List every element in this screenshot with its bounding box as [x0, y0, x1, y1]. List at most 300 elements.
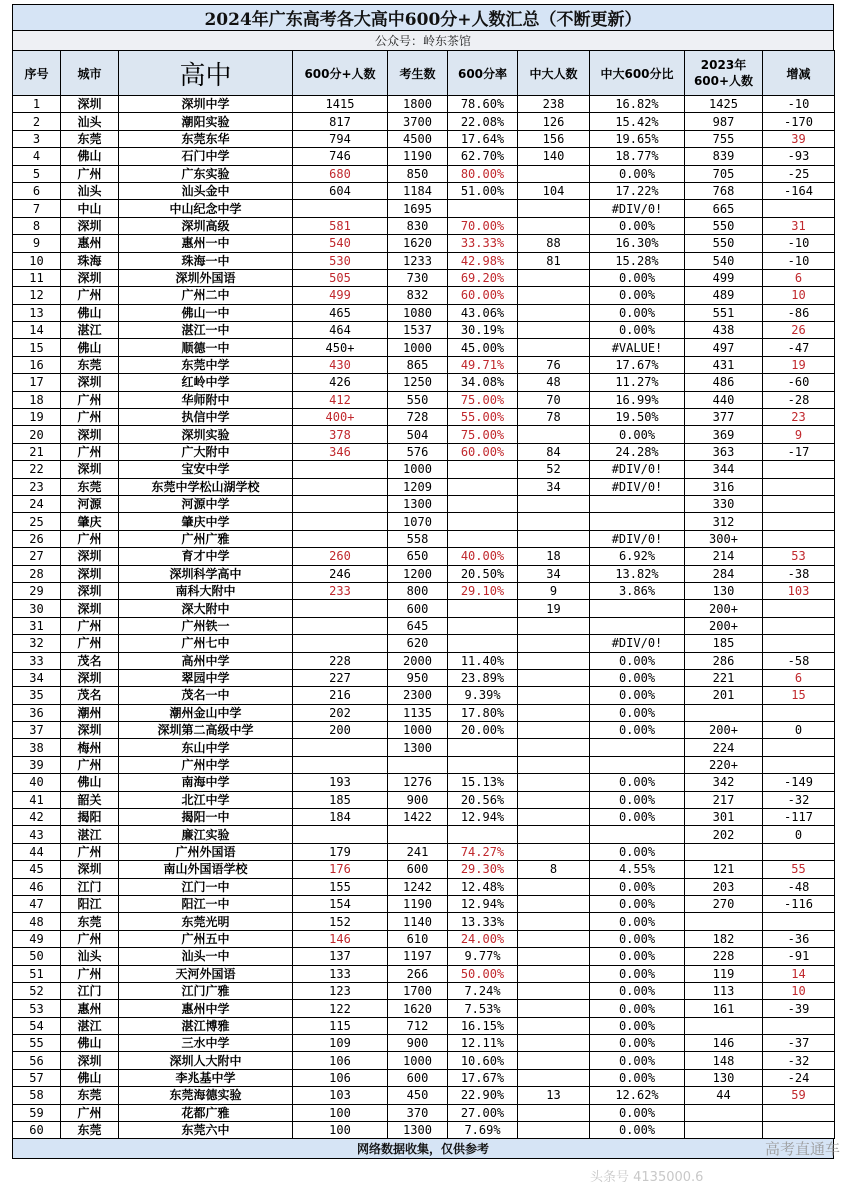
cell-examinees[interactable]: 558: [388, 530, 448, 547]
cell-city[interactable]: 梅州: [61, 739, 119, 756]
cell-city[interactable]: 河源: [61, 495, 119, 512]
cell-school[interactable]: 广州二中: [119, 287, 293, 304]
header-2023-count[interactable]: 2023年 600+人数: [685, 51, 763, 96]
cell-2023-count[interactable]: 369: [685, 426, 763, 443]
cell-change[interactable]: [763, 200, 835, 217]
cell-600-count[interactable]: 100: [293, 1122, 388, 1139]
cell-examinees[interactable]: 1000: [388, 1052, 448, 1069]
cell-600-count[interactable]: 746: [293, 148, 388, 165]
cell-change[interactable]: 15: [763, 687, 835, 704]
cell-school[interactable]: 花都广雅: [119, 1104, 293, 1121]
cell-city[interactable]: 广州: [61, 965, 119, 982]
cell-sysu-ratio[interactable]: 12.62%: [590, 1087, 685, 1104]
cell-school[interactable]: 广东实验: [119, 165, 293, 182]
cell-examinees[interactable]: 450: [388, 1087, 448, 1104]
cell-sysu-ratio[interactable]: 0.00%: [590, 1104, 685, 1121]
cell-600-rate[interactable]: 42.98%: [448, 252, 518, 269]
cell-sysu-count[interactable]: 18: [518, 548, 590, 565]
header-change[interactable]: 增减: [763, 51, 835, 96]
cell-sysu-ratio[interactable]: 0.00%: [590, 791, 685, 808]
cell-sysu-ratio[interactable]: 16.82%: [590, 96, 685, 113]
cell-sysu-ratio[interactable]: 0.00%: [590, 217, 685, 234]
cell-sysu-count[interactable]: [518, 269, 590, 286]
cell-600-count[interactable]: [293, 513, 388, 530]
cell-2023-count[interactable]: 551: [685, 304, 763, 321]
cell-sysu-count[interactable]: [518, 669, 590, 686]
cell-change[interactable]: [763, 600, 835, 617]
cell-sysu-count[interactable]: 81: [518, 252, 590, 269]
cell-change[interactable]: 55: [763, 861, 835, 878]
cell-city[interactable]: 广州: [61, 530, 119, 547]
cell-sysu-ratio[interactable]: 0.00%: [590, 687, 685, 704]
cell-sysu-ratio[interactable]: 19.50%: [590, 409, 685, 426]
cell-index[interactable]: 55: [13, 1035, 61, 1052]
cell-school[interactable]: 育才中学: [119, 548, 293, 565]
cell-change[interactable]: -149: [763, 774, 835, 791]
cell-sysu-count[interactable]: 84: [518, 443, 590, 460]
cell-sysu-count[interactable]: 52: [518, 461, 590, 478]
cell-600-rate[interactable]: 34.08%: [448, 374, 518, 391]
cell-city[interactable]: 潮州: [61, 704, 119, 721]
cell-sysu-count[interactable]: [518, 165, 590, 182]
cell-city[interactable]: 深圳: [61, 861, 119, 878]
cell-school[interactable]: 深圳高级: [119, 217, 293, 234]
cell-600-count[interactable]: [293, 739, 388, 756]
cell-sysu-ratio[interactable]: #DIV/0!: [590, 200, 685, 217]
cell-600-count[interactable]: 465: [293, 304, 388, 321]
cell-600-rate[interactable]: [448, 600, 518, 617]
cell-school[interactable]: 中山纪念中学: [119, 200, 293, 217]
cell-2023-count[interactable]: 755: [685, 130, 763, 147]
cell-index[interactable]: 10: [13, 252, 61, 269]
cell-600-count[interactable]: 228: [293, 652, 388, 669]
cell-2023-count[interactable]: 540: [685, 252, 763, 269]
cell-600-count[interactable]: 499: [293, 287, 388, 304]
cell-sysu-ratio[interactable]: 0.00%: [590, 965, 685, 982]
cell-change[interactable]: 53: [763, 548, 835, 565]
cell-sysu-count[interactable]: 104: [518, 182, 590, 199]
cell-examinees[interactable]: 576: [388, 443, 448, 460]
cell-change[interactable]: -10: [763, 96, 835, 113]
cell-index[interactable]: 44: [13, 843, 61, 860]
cell-city[interactable]: 东莞: [61, 478, 119, 495]
cell-2023-count[interactable]: 284: [685, 565, 763, 582]
cell-sysu-count[interactable]: [518, 635, 590, 652]
cell-2023-count[interactable]: 203: [685, 878, 763, 895]
cell-school[interactable]: 江门广雅: [119, 982, 293, 999]
cell-examinees[interactable]: 728: [388, 409, 448, 426]
cell-sysu-count[interactable]: [518, 495, 590, 512]
cell-index[interactable]: 33: [13, 652, 61, 669]
cell-sysu-ratio[interactable]: 0.00%: [590, 948, 685, 965]
cell-school[interactable]: 湛江一中: [119, 322, 293, 339]
cell-index[interactable]: 30: [13, 600, 61, 617]
cell-sysu-ratio[interactable]: #DIV/0!: [590, 478, 685, 495]
cell-change[interactable]: -86: [763, 304, 835, 321]
cell-city[interactable]: 东莞: [61, 130, 119, 147]
cell-index[interactable]: 28: [13, 565, 61, 582]
cell-index[interactable]: 52: [13, 982, 61, 999]
cell-city[interactable]: 深圳: [61, 461, 119, 478]
cell-2023-count[interactable]: 440: [685, 391, 763, 408]
cell-600-count[interactable]: 106: [293, 1052, 388, 1069]
cell-600-count[interactable]: [293, 200, 388, 217]
cell-school[interactable]: 东莞中学松山湖学校: [119, 478, 293, 495]
cell-examinees[interactable]: 1800: [388, 96, 448, 113]
cell-2023-count[interactable]: 182: [685, 930, 763, 947]
cell-600-rate[interactable]: [448, 617, 518, 634]
cell-600-count[interactable]: 137: [293, 948, 388, 965]
cell-city[interactable]: 汕头: [61, 948, 119, 965]
cell-sysu-ratio[interactable]: 0.00%: [590, 1000, 685, 1017]
cell-school[interactable]: 广州七中: [119, 635, 293, 652]
cell-school[interactable]: 石门中学: [119, 148, 293, 165]
cell-examinees[interactable]: 2300: [388, 687, 448, 704]
cell-school[interactable]: 佛山一中: [119, 304, 293, 321]
cell-2023-count[interactable]: [685, 704, 763, 721]
cell-examinees[interactable]: 3700: [388, 113, 448, 130]
cell-city[interactable]: 深圳: [61, 1052, 119, 1069]
cell-sysu-ratio[interactable]: 0.00%: [590, 304, 685, 321]
cell-index[interactable]: 4: [13, 148, 61, 165]
cell-600-rate[interactable]: [448, 739, 518, 756]
cell-600-rate[interactable]: 12.11%: [448, 1035, 518, 1052]
cell-2023-count[interactable]: 185: [685, 635, 763, 652]
cell-2023-count[interactable]: 1425: [685, 96, 763, 113]
cell-school[interactable]: 东莞东华: [119, 130, 293, 147]
cell-sysu-count[interactable]: [518, 200, 590, 217]
cell-600-rate[interactable]: 30.19%: [448, 322, 518, 339]
cell-school[interactable]: 广州五中: [119, 930, 293, 947]
cell-city[interactable]: 广州: [61, 1104, 119, 1121]
cell-school[interactable]: 东莞光明: [119, 913, 293, 930]
cell-600-count[interactable]: 412: [293, 391, 388, 408]
cell-city[interactable]: 东莞: [61, 1122, 119, 1139]
cell-city[interactable]: 茂名: [61, 652, 119, 669]
cell-600-count[interactable]: 233: [293, 582, 388, 599]
cell-index[interactable]: 14: [13, 322, 61, 339]
cell-index[interactable]: 47: [13, 895, 61, 912]
cell-city[interactable]: 深圳: [61, 722, 119, 739]
cell-2023-count[interactable]: 200+: [685, 617, 763, 634]
cell-school[interactable]: 廉江实验: [119, 826, 293, 843]
cell-600-count[interactable]: 146: [293, 930, 388, 947]
cell-2023-count[interactable]: 486: [685, 374, 763, 391]
cell-school[interactable]: 李兆基中学: [119, 1069, 293, 1086]
cell-2023-count[interactable]: 377: [685, 409, 763, 426]
cell-change[interactable]: [763, 513, 835, 530]
cell-sysu-count[interactable]: 76: [518, 356, 590, 373]
cell-2023-count[interactable]: 224: [685, 739, 763, 756]
cell-sysu-ratio[interactable]: 15.28%: [590, 252, 685, 269]
cell-city[interactable]: 深圳: [61, 96, 119, 113]
cell-sysu-ratio[interactable]: 4.55%: [590, 861, 685, 878]
cell-sysu-ratio[interactable]: 16.99%: [590, 391, 685, 408]
cell-examinees[interactable]: 865: [388, 356, 448, 373]
cell-sysu-ratio[interactable]: 11.27%: [590, 374, 685, 391]
cell-2023-count[interactable]: 286: [685, 652, 763, 669]
cell-600-rate[interactable]: 51.00%: [448, 182, 518, 199]
cell-2023-count[interactable]: [685, 1017, 763, 1034]
cell-600-count[interactable]: 246: [293, 565, 388, 582]
cell-sysu-ratio[interactable]: #DIV/0!: [590, 635, 685, 652]
cell-sysu-ratio[interactable]: 24.28%: [590, 443, 685, 460]
cell-sysu-count[interactable]: [518, 704, 590, 721]
cell-600-rate[interactable]: [448, 461, 518, 478]
cell-school[interactable]: 潮阳实验: [119, 113, 293, 130]
cell-600-rate[interactable]: 23.89%: [448, 669, 518, 686]
cell-2023-count[interactable]: 220+: [685, 756, 763, 773]
cell-600-count[interactable]: [293, 600, 388, 617]
cell-city[interactable]: 阳江: [61, 895, 119, 912]
cell-index[interactable]: 9: [13, 235, 61, 252]
cell-examinees[interactable]: 1135: [388, 704, 448, 721]
cell-index[interactable]: 51: [13, 965, 61, 982]
cell-change[interactable]: [763, 1017, 835, 1034]
cell-600-rate[interactable]: 12.48%: [448, 878, 518, 895]
cell-sysu-ratio[interactable]: #VALUE!: [590, 339, 685, 356]
cell-examinees[interactable]: 1080: [388, 304, 448, 321]
cell-examinees[interactable]: 1070: [388, 513, 448, 530]
cell-city[interactable]: 佛山: [61, 148, 119, 165]
cell-city[interactable]: 广州: [61, 617, 119, 634]
cell-600-rate[interactable]: 50.00%: [448, 965, 518, 982]
header-sysu-ratio[interactable]: 中大600分比: [590, 51, 685, 96]
cell-change[interactable]: -91: [763, 948, 835, 965]
cell-2023-count[interactable]: 130: [685, 582, 763, 599]
cell-sysu-count[interactable]: [518, 913, 590, 930]
cell-school[interactable]: 广州铁一: [119, 617, 293, 634]
cell-examinees[interactable]: 610: [388, 930, 448, 947]
cell-sysu-ratio[interactable]: 0.00%: [590, 774, 685, 791]
cell-600-count[interactable]: 464: [293, 322, 388, 339]
cell-600-rate[interactable]: 12.94%: [448, 809, 518, 826]
cell-examinees[interactable]: 1700: [388, 982, 448, 999]
cell-sysu-count[interactable]: [518, 739, 590, 756]
cell-school[interactable]: 江门一中: [119, 878, 293, 895]
cell-sysu-count[interactable]: [518, 304, 590, 321]
cell-600-rate[interactable]: 16.15%: [448, 1017, 518, 1034]
cell-sysu-ratio[interactable]: 0.00%: [590, 1035, 685, 1052]
cell-index[interactable]: 12: [13, 287, 61, 304]
cell-city[interactable]: 佛山: [61, 1035, 119, 1052]
cell-600-rate[interactable]: 17.80%: [448, 704, 518, 721]
cell-600-rate[interactable]: 78.60%: [448, 96, 518, 113]
cell-sysu-ratio[interactable]: 13.82%: [590, 565, 685, 582]
cell-index[interactable]: 17: [13, 374, 61, 391]
cell-examinees[interactable]: 1190: [388, 148, 448, 165]
cell-school[interactable]: 潮州金山中学: [119, 704, 293, 721]
cell-index[interactable]: 46: [13, 878, 61, 895]
cell-2023-count[interactable]: 489: [685, 287, 763, 304]
cell-sysu-count[interactable]: 238: [518, 96, 590, 113]
cell-600-rate[interactable]: 40.00%: [448, 548, 518, 565]
cell-600-rate[interactable]: [448, 478, 518, 495]
cell-sysu-count[interactable]: 88: [518, 235, 590, 252]
cell-sysu-count[interactable]: 13: [518, 1087, 590, 1104]
cell-sysu-count[interactable]: [518, 965, 590, 982]
cell-change[interactable]: 23: [763, 409, 835, 426]
cell-2023-count[interactable]: 121: [685, 861, 763, 878]
cell-change[interactable]: 39: [763, 130, 835, 147]
cell-sysu-count[interactable]: 78: [518, 409, 590, 426]
cell-school[interactable]: 深大附中: [119, 600, 293, 617]
cell-index[interactable]: 18: [13, 391, 61, 408]
cell-index[interactable]: 54: [13, 1017, 61, 1034]
cell-school[interactable]: 南山外国语学校: [119, 861, 293, 878]
cell-examinees[interactable]: 241: [388, 843, 448, 860]
cell-index[interactable]: 38: [13, 739, 61, 756]
cell-2023-count[interactable]: 344: [685, 461, 763, 478]
cell-sysu-ratio[interactable]: [590, 600, 685, 617]
cell-change[interactable]: [763, 1104, 835, 1121]
cell-index[interactable]: 40: [13, 774, 61, 791]
cell-2023-count[interactable]: 217: [685, 791, 763, 808]
cell-change[interactable]: 59: [763, 1087, 835, 1104]
cell-examinees[interactable]: 620: [388, 635, 448, 652]
cell-city[interactable]: 湛江: [61, 1017, 119, 1034]
cell-600-count[interactable]: [293, 530, 388, 547]
cell-index[interactable]: 59: [13, 1104, 61, 1121]
cell-600-rate[interactable]: 80.00%: [448, 165, 518, 182]
cell-2023-count[interactable]: 705: [685, 165, 763, 182]
cell-sysu-count[interactable]: [518, 652, 590, 669]
cell-2023-count[interactable]: 497: [685, 339, 763, 356]
cell-city[interactable]: 揭阳: [61, 809, 119, 826]
cell-change[interactable]: -60: [763, 374, 835, 391]
cell-index[interactable]: 22: [13, 461, 61, 478]
cell-change[interactable]: 0: [763, 722, 835, 739]
cell-600-count[interactable]: 185: [293, 791, 388, 808]
cell-600-count[interactable]: 115: [293, 1017, 388, 1034]
cell-city[interactable]: 肇庆: [61, 513, 119, 530]
cell-examinees[interactable]: 900: [388, 791, 448, 808]
cell-600-count[interactable]: 106: [293, 1069, 388, 1086]
cell-index[interactable]: 53: [13, 1000, 61, 1017]
cell-city[interactable]: 珠海: [61, 252, 119, 269]
cell-examinees[interactable]: 830: [388, 217, 448, 234]
cell-change[interactable]: -48: [763, 878, 835, 895]
cell-sysu-count[interactable]: [518, 895, 590, 912]
cell-school[interactable]: 湛江博雅: [119, 1017, 293, 1034]
cell-sysu-count[interactable]: [518, 809, 590, 826]
cell-change[interactable]: 9: [763, 426, 835, 443]
cell-600-count[interactable]: 202: [293, 704, 388, 721]
cell-examinees[interactable]: 1276: [388, 774, 448, 791]
cell-change[interactable]: -10: [763, 252, 835, 269]
cell-2023-count[interactable]: 300+: [685, 530, 763, 547]
cell-examinees[interactable]: 600: [388, 861, 448, 878]
cell-sysu-ratio[interactable]: 0.00%: [590, 322, 685, 339]
cell-city[interactable]: 江门: [61, 878, 119, 895]
cell-600-rate[interactable]: [448, 513, 518, 530]
cell-change[interactable]: -117: [763, 809, 835, 826]
cell-examinees[interactable]: 370: [388, 1104, 448, 1121]
cell-2023-count[interactable]: 221: [685, 669, 763, 686]
cell-600-rate[interactable]: [448, 495, 518, 512]
cell-600-rate[interactable]: 9.77%: [448, 948, 518, 965]
cell-change[interactable]: [763, 739, 835, 756]
cell-sysu-ratio[interactable]: [590, 513, 685, 530]
cell-2023-count[interactable]: [685, 913, 763, 930]
cell-city[interactable]: 广州: [61, 843, 119, 860]
cell-city[interactable]: 深圳: [61, 582, 119, 599]
cell-600-rate[interactable]: 60.00%: [448, 443, 518, 460]
cell-600-rate[interactable]: 10.60%: [448, 1052, 518, 1069]
cell-city[interactable]: 深圳: [61, 600, 119, 617]
cell-change[interactable]: -164: [763, 182, 835, 199]
cell-sysu-ratio[interactable]: 0.00%: [590, 722, 685, 739]
cell-city[interactable]: 佛山: [61, 339, 119, 356]
cell-sysu-count[interactable]: [518, 756, 590, 773]
cell-change[interactable]: [763, 913, 835, 930]
cell-school[interactable]: 深圳中学: [119, 96, 293, 113]
cell-600-rate[interactable]: 27.00%: [448, 1104, 518, 1121]
cell-sysu-ratio[interactable]: 17.22%: [590, 182, 685, 199]
cell-600-count[interactable]: [293, 617, 388, 634]
cell-city[interactable]: 汕头: [61, 182, 119, 199]
cell-change[interactable]: -24: [763, 1069, 835, 1086]
cell-index[interactable]: 21: [13, 443, 61, 460]
cell-examinees[interactable]: 1190: [388, 895, 448, 912]
cell-sysu-ratio[interactable]: 0.00%: [590, 878, 685, 895]
cell-600-rate[interactable]: 43.06%: [448, 304, 518, 321]
cell-city[interactable]: 深圳: [61, 565, 119, 582]
cell-index[interactable]: 15: [13, 339, 61, 356]
cell-2023-count[interactable]: 161: [685, 1000, 763, 1017]
cell-city[interactable]: 深圳: [61, 374, 119, 391]
cell-sysu-ratio[interactable]: 0.00%: [590, 843, 685, 860]
cell-600-rate[interactable]: 20.56%: [448, 791, 518, 808]
cell-2023-count[interactable]: 768: [685, 182, 763, 199]
cell-change[interactable]: 6: [763, 269, 835, 286]
cell-city[interactable]: 深圳: [61, 269, 119, 286]
cell-2023-count[interactable]: 839: [685, 148, 763, 165]
cell-change[interactable]: -116: [763, 895, 835, 912]
cell-2023-count[interactable]: 228: [685, 948, 763, 965]
cell-sysu-ratio[interactable]: 19.65%: [590, 130, 685, 147]
cell-600-count[interactable]: 794: [293, 130, 388, 147]
cell-change[interactable]: -25: [763, 165, 835, 182]
cell-600-rate[interactable]: 24.00%: [448, 930, 518, 947]
cell-change[interactable]: -32: [763, 1052, 835, 1069]
cell-index[interactable]: 2: [13, 113, 61, 130]
cell-600-count[interactable]: 530: [293, 252, 388, 269]
cell-city[interactable]: 湛江: [61, 322, 119, 339]
cell-school[interactable]: 广州中学: [119, 756, 293, 773]
cell-school[interactable]: 广大附中: [119, 443, 293, 460]
cell-school[interactable]: 河源中学: [119, 495, 293, 512]
cell-sysu-ratio[interactable]: 0.00%: [590, 165, 685, 182]
cell-600-count[interactable]: 540: [293, 235, 388, 252]
cell-change[interactable]: -47: [763, 339, 835, 356]
cell-examinees[interactable]: [388, 826, 448, 843]
cell-school[interactable]: 南科大附中: [119, 582, 293, 599]
cell-2023-count[interactable]: [685, 843, 763, 860]
cell-600-count[interactable]: 122: [293, 1000, 388, 1017]
cell-sysu-ratio[interactable]: 0.00%: [590, 1122, 685, 1139]
cell-600-rate[interactable]: 45.00%: [448, 339, 518, 356]
cell-600-rate[interactable]: 60.00%: [448, 287, 518, 304]
cell-change[interactable]: [763, 756, 835, 773]
cell-sysu-count[interactable]: [518, 826, 590, 843]
cell-school[interactable]: 珠海一中: [119, 252, 293, 269]
cell-sysu-count[interactable]: [518, 1069, 590, 1086]
cell-city[interactable]: 广州: [61, 409, 119, 426]
cell-school[interactable]: 翠园中学: [119, 669, 293, 686]
cell-examinees[interactable]: 1537: [388, 322, 448, 339]
cell-school[interactable]: 茂名一中: [119, 687, 293, 704]
